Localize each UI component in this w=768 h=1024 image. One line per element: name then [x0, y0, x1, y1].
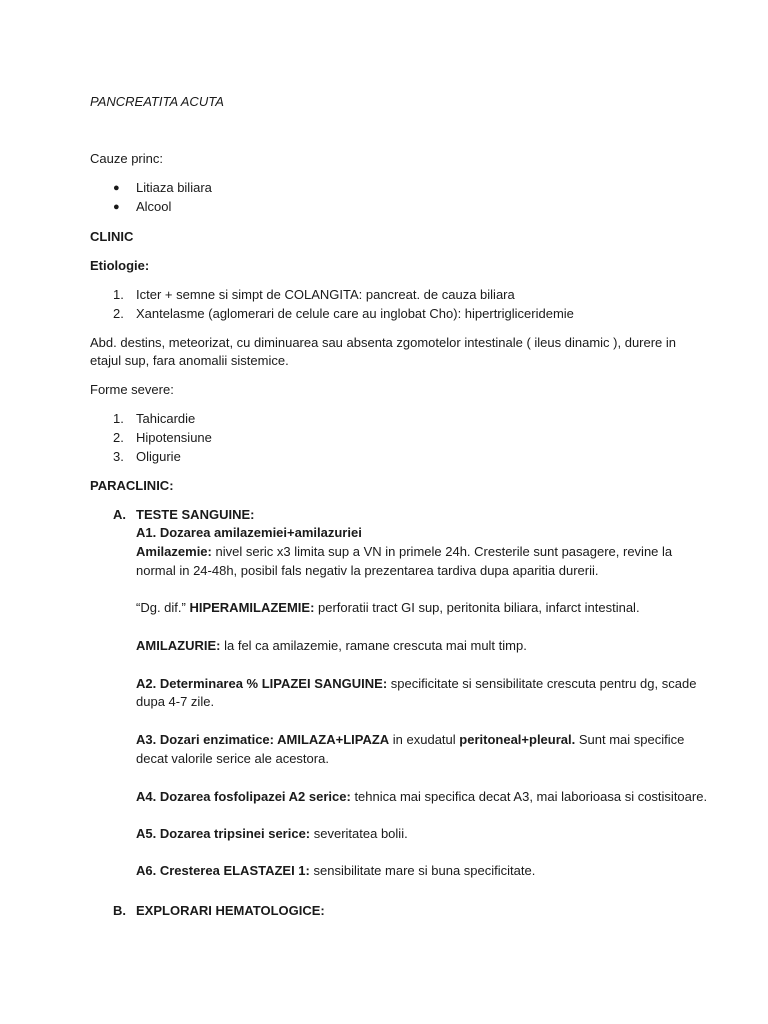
dg-dif-line: [136, 599, 640, 617]
amilazurie-text: la fel ca amilazemie, ramane crescuta mai mult timp.: [220, 638, 527, 653]
dg-dif-prefix: “Dg. dif.”: [136, 600, 186, 615]
cauze-heading: Cauze princ:: [90, 151, 163, 166]
a4-line: [136, 788, 707, 806]
a2-label: A2. Determinarea % LIPAZEI SANGUINE:: [136, 676, 388, 691]
a1-amilazemie-line: [136, 543, 672, 561]
a6-text: sensibilitate mare si buna specificitate.: [309, 863, 536, 878]
list-number: 2.: [113, 306, 124, 321]
a5-text: severitatea bolii.: [310, 826, 408, 841]
a2-line2: dupa 4-7 zile.: [136, 694, 215, 709]
list-number: 2.: [113, 430, 124, 445]
a4-text: tehnica mai specifica decat A3, mai laborioasa si costisitoare.: [350, 789, 708, 804]
a2-line: [136, 675, 696, 693]
forme-heading: Forme severe:: [90, 382, 174, 397]
bullet-icon: ●: [113, 201, 120, 213]
clinic-heading: CLINIC: [90, 229, 134, 244]
cauze-item: Litiaza biliara: [136, 180, 212, 195]
a5-label: A5. Dozarea tripsinei serice:: [136, 826, 311, 841]
abd-paragraph-line: etajul sup, fara anomalii sistemice.: [90, 353, 289, 368]
list-number: 1.: [113, 287, 124, 302]
dg-dif-text: perforatii tract GI sup, peritonita biliara, infarct intestinal.: [314, 600, 640, 615]
bullet-icon: ●: [113, 182, 120, 194]
a4-label: A4. Dozarea fosfolipazei A2 serice:: [136, 789, 351, 804]
document-title: PANCREATITA ACUTA: [90, 94, 224, 109]
a3-mid: in exudatul: [389, 732, 460, 747]
section-marker: B.: [113, 903, 126, 918]
paraclinic-heading: PARACLINIC:: [90, 478, 174, 493]
abd-paragraph-line: Abd. destins, meteorizat, cu diminuarea sau absenta zgomotelor intestinale ( ileus dinamic ), durere in: [90, 335, 677, 350]
forme-item: Hipotensiune: [136, 430, 212, 445]
a1-title: A1. Dozarea amilazemiei+amilazuriei: [136, 525, 362, 540]
list-number: 1.: [113, 411, 124, 426]
amilazurie-line: [136, 637, 527, 655]
etiologie-heading: Etiologie:: [90, 258, 150, 273]
forme-item: Oligurie: [136, 449, 181, 464]
etiologie-item: Icter + semne si simpt de COLANGITA: pancreat. de cauza biliara: [136, 287, 515, 302]
a1-amilazemie-text: nivel seric x3 limita sup a VN in primele 24h. Cresterile sunt pasagere, revine la: [211, 544, 673, 559]
forme-item: Tahicardie: [136, 411, 196, 426]
cauze-item: Alcool: [136, 199, 172, 214]
list-number: 3.: [113, 449, 124, 464]
a3-text: Sunt mai specifice: [575, 732, 685, 747]
amilazurie-label: AMILAZURIE:: [136, 638, 221, 653]
a6-label: A6. Cresterea ELASTAZEI 1:: [136, 863, 310, 878]
section-b-title: EXPLORARI HEMATOLOGICE:: [136, 903, 325, 918]
section-a-title: TESTE SANGUINE:: [136, 507, 255, 522]
dg-dif-label: HIPERAMILAZEMIE:: [185, 600, 315, 615]
a1-amilazemie-line2: normal in 24-48h, posibil fals negativ la prezentarea tardiva dupa aparitia durerii.: [136, 563, 599, 578]
a3-label: A3. Dozari enzimatice: AMILAZA+LIPAZA: [136, 732, 390, 747]
a1-amilazemie-label: Amilazemie:: [136, 544, 212, 559]
a6-line: [136, 862, 535, 880]
a5-line: [136, 825, 408, 843]
a3-line: [136, 731, 684, 749]
a2-text: specificitate si sensibilitate crescuta pentru dg, scade: [387, 676, 697, 691]
section-marker: A.: [113, 507, 126, 522]
a3-bold: peritoneal+pleural.: [459, 732, 576, 747]
a3-line2: decat valorile serice ale acestora.: [136, 751, 329, 766]
etiologie-item: Xantelasme (aglomerari de celule care au inglobat Cho): hipertrigliceridemie: [136, 306, 574, 321]
